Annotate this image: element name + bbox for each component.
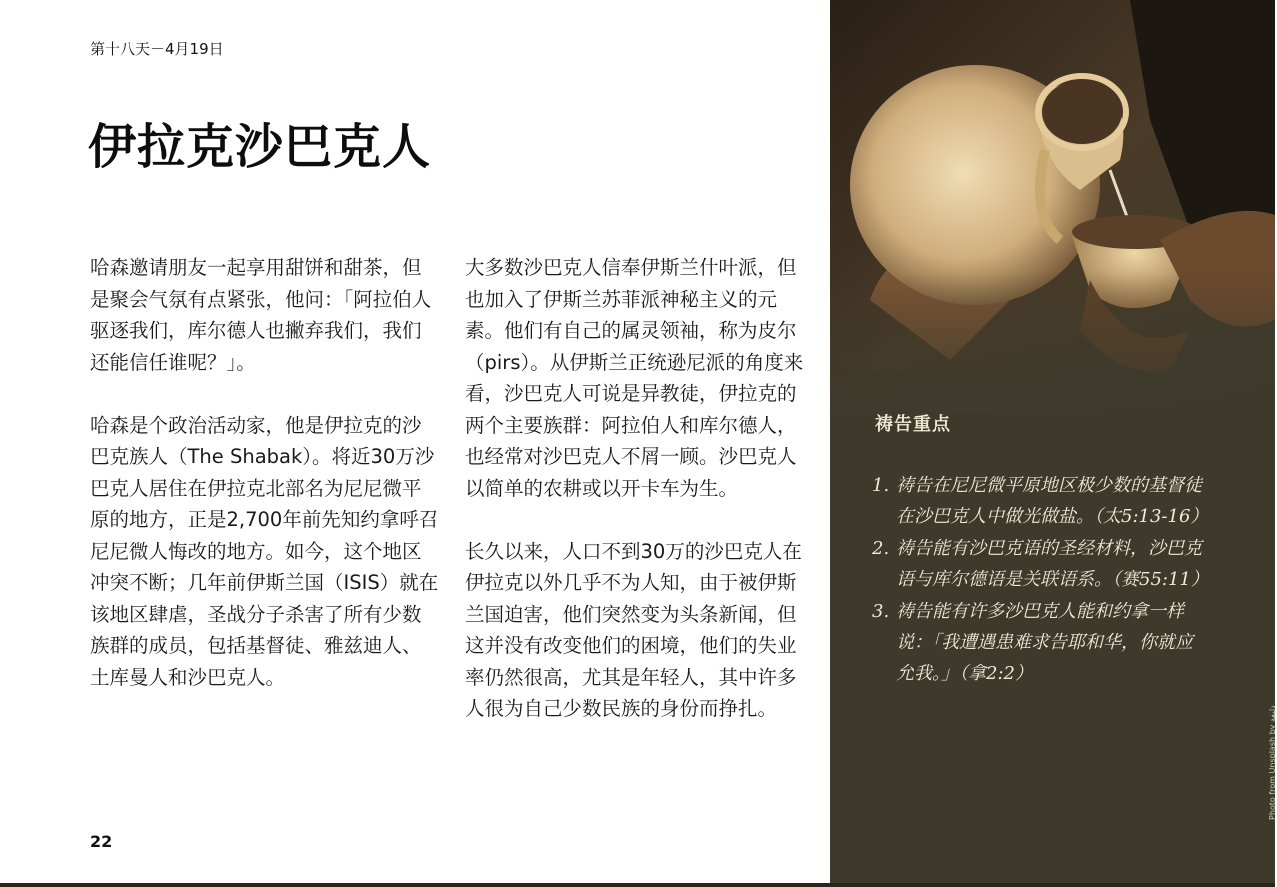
prayer-item — [872, 470, 1209, 532]
paragraph: 大多数沙巴克人信奉伊斯兰什叶派，但也加入了伊斯兰苏菲派神秘主义的元素。他们有自己的属灵领袖，称为皮尔（pirs）。从伊斯兰正统逊尼派的角度来看，沙巴克人可说是异教徒，伊拉克的两个主要族群：阿拉伯人和库尔德人，也经常对沙巴克人不屑一顾。沙巴克人以简单的农耕或以开卡车为生。 — [465, 256, 804, 500]
pottery-photo — [830, 0, 1275, 420]
paragraph: 长久以来，人口不到30万的沙巴克人在伊拉克以外几乎不为人知，由于被伊斯兰国迫害，他们突然变为头条新闻，但这并没有改变他们的困境，他们的失业率仍然很高，尤其是年轻人，其中许多人很为自己少数民族的身份而挣扎。 — [465, 539, 802, 720]
prayer-item-number: 1. — [872, 475, 890, 496]
photo-credit: Photo from Unsplash by دليفة — [1268, 705, 1277, 820]
text-column-2 — [465, 252, 815, 756]
prayer-item — [872, 533, 1209, 595]
prayer-item — [872, 596, 1202, 689]
page-title: 伊拉克沙巴克人 — [88, 119, 432, 175]
prayer-item-text: 祷告在尼尼微平原地区极少数的基督徒在沙巴克人中做光做盐。（太5:13-16） — [896, 475, 1209, 527]
prayer-list — [872, 470, 1209, 690]
prayer-panel — [830, 0, 1275, 887]
prayer-item-number: 2. — [872, 538, 890, 559]
paragraph: 哈森是个政治活动家，他是伊拉克的沙巴克族人（The Shabak）。将近30万沙巴克人居住在伊拉克北部名为尼尼微平原的地方，正是2,700年前先知约拿呼召尼尼微人悔改的地方。如今，这个地区冲突不断；几年前伊斯兰国（ISIS）就在该地区肆虐，圣战分子杀害了所有少数族群的成员，包括基督徒、雅兹迪人、土库曼人和沙巴克人。 — [90, 413, 439, 689]
day-label: 第十八天－4月19日 — [90, 40, 224, 58]
page-number: 22 — [90, 832, 113, 851]
paragraph: 哈森邀请朋友一起享用甜饼和甜茶，但是聚会气氛有点紧张，他问：「阿拉伯人驱逐我们，库尔德人也撇弃我们，我们还能信任谁呢？」。 — [90, 256, 432, 374]
prayer-heading: 祷告重点 — [875, 414, 951, 435]
text-column-1 — [90, 252, 440, 725]
prayer-item-text: 祷告能有许多沙巴克人能和约拿一样说：「我遭遇患难求告耶和华，你就应允我。」（拿2:2） — [896, 601, 1193, 684]
prayer-item-number: 3. — [872, 601, 890, 622]
bottom-divider — [0, 883, 1275, 887]
prayer-item-text: 祷告能有沙巴克语的圣经材料，沙巴克语与库尔德语是关联语系。（赛55:11） — [896, 538, 1209, 590]
